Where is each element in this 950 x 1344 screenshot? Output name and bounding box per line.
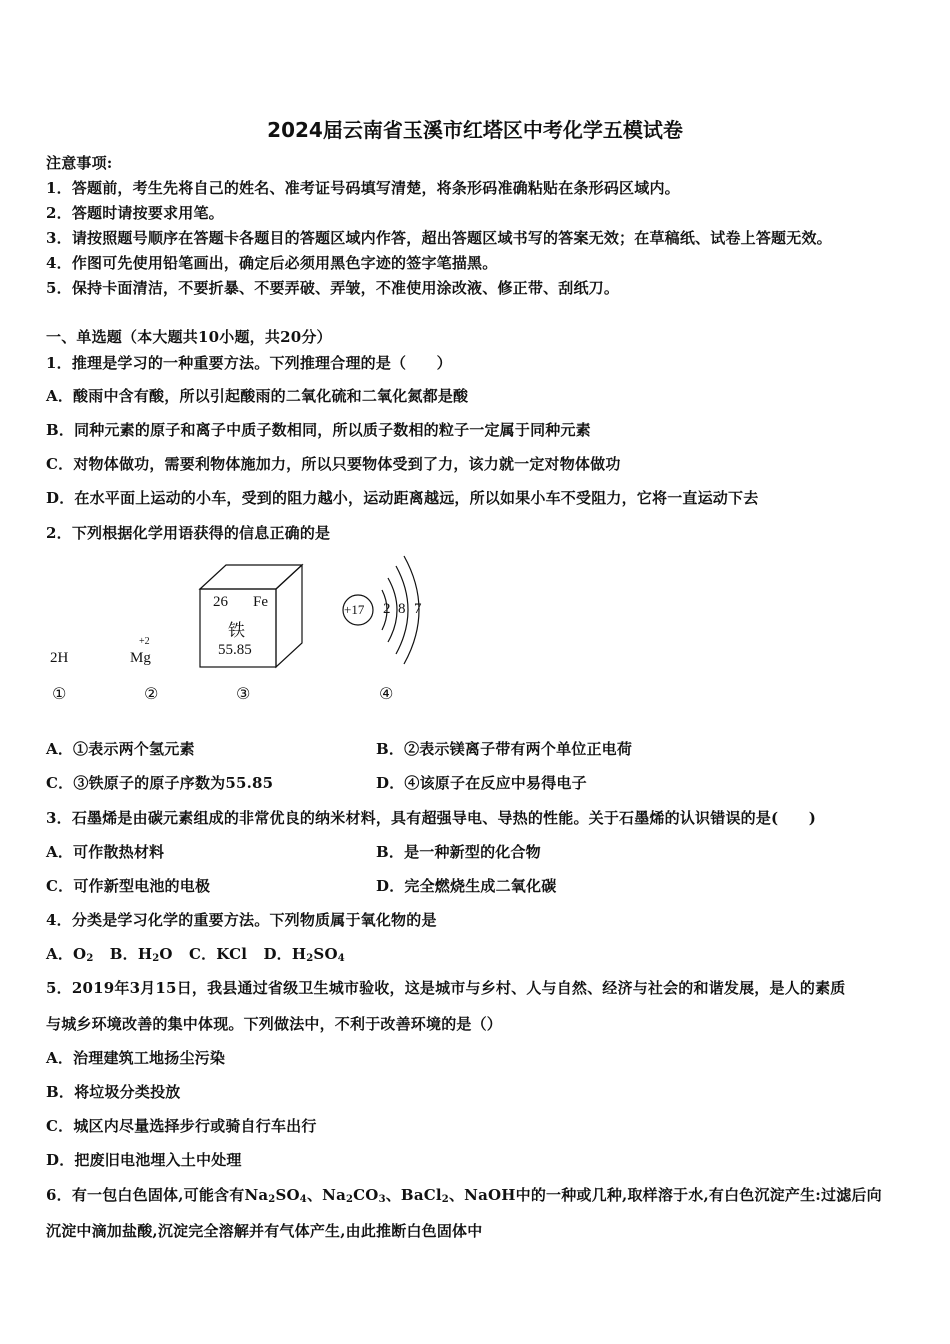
question-6-stem-line-1: 6．有一包白色固体,可能含有$Na_2SO_4$、$Na_2CO_3$、BaCl$_2$、NaOH中的一种或几种,取样溶于水,有白色沉淀产生:过滤后向 [46,1186,882,1205]
question-6-stem-line-2: 沉淀中滴加盐酸,沉淀完全溶解并有气体产生,由此推断白色固体中 [46,1222,483,1240]
notice-item: 3．请按照题号顺序在答题卡各题目的答题区域内作答，超出答题区域书写的答案无效；在草稿纸、试卷上答题无效。 [46,229,832,247]
page-title: 2024届云南省玉溪市红塔区中考化学五模试卷 [267,118,683,142]
q4-option-c: C．KCl [188,945,248,963]
question-3-option-a: A．可作散热材料 [46,843,165,861]
figure-2h: 2H [50,650,69,666]
figure-label-1: ① [52,684,67,703]
cell-element-name: 铁 [228,621,245,640]
question-2-stem: 2．下列根据化学用语获得的信息正确的是 [46,524,331,542]
figure-label-3: ③ [236,684,251,703]
question-1-option-a: A．酸雨中含有酸，所以引起酸雨的二氧化硫和二氧化氮都是酸 [46,387,469,405]
question-3-option-b: B．是一种新型的化合物 [376,843,541,861]
question-5-stem-line-1: 5．2019年3月15日，我县通过省级卫生城市验收，这是城市与乡村、人与自然、经济与社会的和谐发展，是人的素质 [46,979,846,997]
atom-shell-1: 2 [383,601,391,617]
question-5-option-c: C．城区内尽量选择步行或骑自行车出行 [46,1117,317,1135]
q4-option-d: D．$H_2SO_4$ [263,945,345,964]
notice-heading: 注意事项: [46,154,113,172]
section-heading: 一、单选题（本大题共10小题，共20分） [46,328,332,346]
question-2-option-b: B．②表示镁离子带有两个单位正电荷 [376,740,633,758]
question-5-option-d: D．把废旧电池埋入土中处理 [46,1151,242,1169]
question-2-option-c: C．③铁原子的原子序数为55.85 [46,774,274,792]
notice-item: 5．保持卡面清洁，不要折暴、不要弄破、弄皱，不准使用涂改液、修正带、刮纸刀。 [46,279,620,297]
q4-option-a: A．$O_2$ [46,945,94,964]
figure-label-4: ④ [379,684,394,703]
question-1-option-b: B．同种元素的原子和离子中质子数相同，所以质子数相的粒子一定属于同种元素 [46,421,591,439]
question-3-option-d: D．完全燃烧生成二氧化碳 [376,877,557,895]
cell-atomic-mass: 55.85 [218,642,252,658]
question-3-stem: 3．石墨烯是由碳元素组成的非常优良的纳米材料，具有超强导电、导热的性能。关于石墨烯的认识错误的是( ) [46,809,817,827]
q4-option-b: B．$H_2O$ [109,945,173,964]
figure-label-2: ② [144,684,159,703]
question-4-options [46,943,345,964]
question-2-option-d: D．④该原子在反应中易得电子 [376,774,587,792]
question-1-option-d: D．在水平面上运动的小车，受到的阻力越小，运动距离越远，所以如果小车不受阻力，它将一直运动下去 [46,489,759,507]
element-cell-box [198,563,308,673]
notice-item: 4．作图可先使用铅笔画出，确定后必须用黑色字迹的签字笔描黑。 [46,254,498,272]
question-5-option-b: B．将垃圾分类投放 [46,1083,181,1101]
question-2-option-a: A．①表示两个氢元素 [46,740,195,758]
figure-mg-charge: +2 [139,636,150,647]
figure-mg: Mg [130,650,151,666]
atom-shell-2: 8 [398,601,406,617]
question-4-stem: 4．分类是学习化学的重要方法。下列物质属于氧化物的是 [46,911,437,929]
notice-item: 2．答题时请按要求用笔。 [46,204,224,222]
question-1-option-c: C．对物体做功，需要利物体施加力，所以只要物体受到了力，该力就一定对物体做功 [46,455,621,473]
question-3-option-c: C．可作新型电池的电极 [46,877,211,895]
atom-nucleus: +17 [344,602,365,617]
cell-atomic-number: 26 [213,594,228,610]
question-5-option-a: A．治理建筑工地扬尘污染 [46,1049,226,1067]
atom-shell-3: 7 [414,601,422,617]
question-5-stem-line-2: 与城乡环境改善的集中体现。下列做法中，不利于改善环境的是（） [46,1015,503,1033]
question-1-stem: 1．推理是学习的一种重要方法。下列推理合理的是（ ） [46,354,452,372]
notice-item: 1．答题前，考生先将自己的姓名、准考证号码填写清楚，将条形码准确粘贴在条形码区域内。 [46,179,680,197]
cell-symbol: Fe [253,594,268,610]
